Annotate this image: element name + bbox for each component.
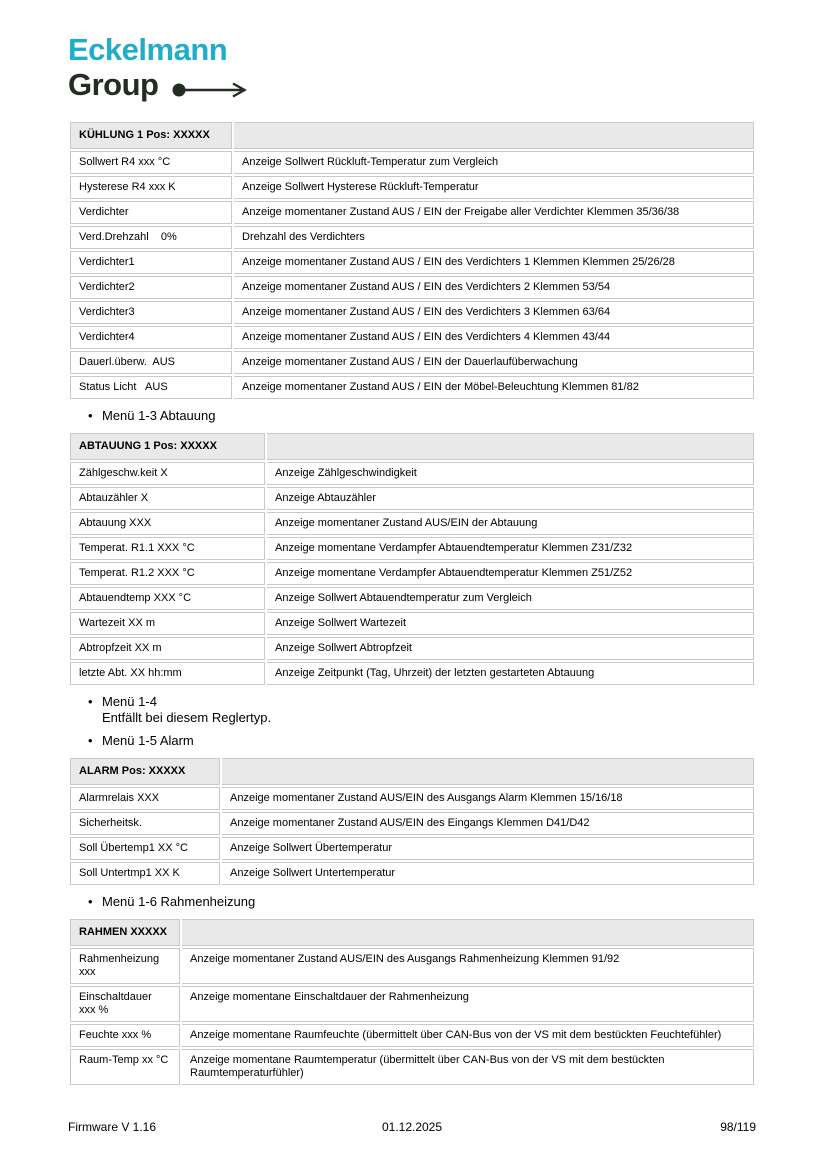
row-label: Status Licht AUS xyxy=(70,376,232,399)
table-row xyxy=(70,1024,754,1047)
row-label: Abtauzähler X xyxy=(70,487,265,510)
row-label: letzte Abt. XX hh:mm xyxy=(70,662,265,685)
row-description: Anzeige Sollwert Abtropfzeit xyxy=(267,637,754,660)
row-description: Anzeige momentaner Zustand AUS/EIN des Ausgangs Alarm Klemmen 15/16/18 xyxy=(222,787,754,810)
table-row xyxy=(70,276,754,299)
row-description: Anzeige momentaner Zustand AUS/EIN der Abtauung xyxy=(267,512,754,535)
row-label: Verdichter xyxy=(70,201,232,224)
row-label: Abtauendtemp XXX °C xyxy=(70,587,265,610)
table-row xyxy=(70,201,754,224)
bullet-text: Entfällt bei diesem Reglertyp. xyxy=(102,710,272,725)
row-label: Feuchte xxx % xyxy=(70,1024,180,1047)
table-row xyxy=(70,562,754,585)
row-label: Dauerl.überw. AUS xyxy=(70,351,232,374)
table-header-cell: ALARM Pos: XXXXX xyxy=(70,758,220,785)
table-row xyxy=(70,986,754,1022)
table-row xyxy=(70,537,754,560)
row-label: Soll Übertemp1 XX °C xyxy=(70,837,220,860)
row-description: Anzeige momentaner Zustand AUS / EIN der Freigabe aller Verdichter Klemmen 35/36/38 xyxy=(234,201,754,224)
bullet-line xyxy=(68,894,756,910)
logo-wordmark-eckelmann: Eckelmann xyxy=(68,32,228,67)
row-label: Verdichter4 xyxy=(70,326,232,349)
row-description: Anzeige momentane Verdampfer Abtauendtemperatur Klemmen Z31/Z32 xyxy=(267,537,754,560)
row-label: Raum-Temp xx °C xyxy=(70,1049,180,1085)
table-row xyxy=(70,376,754,399)
table-header-row xyxy=(70,433,754,460)
row-label: Rahmenheizung xxx xyxy=(70,948,180,984)
bullet-item xyxy=(68,894,756,910)
data-table xyxy=(68,120,756,401)
row-description: Anzeige momentaner Zustand AUS / EIN des Verdichters 2 Klemmen 53/54 xyxy=(234,276,754,299)
row-description: Anzeige Sollwert Übertemperatur xyxy=(222,837,754,860)
table-row xyxy=(70,862,754,885)
bullet-text: Menü 1-3 Abtauung xyxy=(102,408,216,423)
table-header-cell-empty xyxy=(222,758,754,785)
row-description: Anzeige momentaner Zustand AUS / EIN des Verdichters 1 Klemmen Klemmen 25/26/28 xyxy=(234,251,754,274)
table-row xyxy=(70,612,754,635)
table-row xyxy=(70,326,754,349)
table-row xyxy=(70,251,754,274)
bullet-line xyxy=(68,408,756,424)
row-label: Sollwert R4 xxx °C xyxy=(70,151,232,174)
table-row xyxy=(70,351,754,374)
row-description: Anzeige momentaner Zustand AUS / EIN des Verdichters 4 Klemmen 43/44 xyxy=(234,326,754,349)
row-label: Zählgeschw.keit X xyxy=(70,462,265,485)
row-description: Anzeige momentane Verdampfer Abtauendtemperatur Klemmen Z51/Z52 xyxy=(267,562,754,585)
table-row xyxy=(70,512,754,535)
row-label: Verd.Drehzahl 0% xyxy=(70,226,232,249)
table-header-row xyxy=(70,919,754,946)
bullet-item xyxy=(68,694,756,726)
row-label: Soll Untertmp1 XX K xyxy=(70,862,220,885)
arrow-right-icon xyxy=(172,72,248,104)
table-row xyxy=(70,226,754,249)
data-table xyxy=(68,917,756,1087)
row-label: Hysterese R4 xxx K xyxy=(70,176,232,199)
row-description: Anzeige momentaner Zustand AUS/EIN des Eingangs Klemmen D41/D42 xyxy=(222,812,754,835)
row-description: Drehzahl des Verdichters xyxy=(234,226,754,249)
table-row xyxy=(70,176,754,199)
footer-page-number: 98/119 xyxy=(720,1120,756,1134)
table-row xyxy=(70,948,754,984)
bullet-icon: • xyxy=(88,408,93,423)
data-table xyxy=(68,756,756,887)
row-label: Verdichter1 xyxy=(70,251,232,274)
bullet-text: Menü 1-4 xyxy=(102,694,157,709)
row-label: Einschaltdauer xxx % xyxy=(70,986,180,1022)
row-description: Anzeige Sollwert Abtauendtemperatur zum Vergleich xyxy=(267,587,754,610)
bullet-line xyxy=(68,733,756,749)
table-row xyxy=(70,637,754,660)
table-header-cell-empty xyxy=(267,433,754,460)
table-row xyxy=(70,812,754,835)
table-header-cell-empty xyxy=(182,919,754,946)
page-footer xyxy=(68,1120,756,1135)
footer-date: 01.12.2025 xyxy=(381,1120,443,1134)
row-description: Anzeige Sollwert Rückluft-Temperatur zum Vergleich xyxy=(234,151,754,174)
row-description: Anzeige Sollwert Wartezeit xyxy=(267,612,754,635)
row-description: Anzeige Sollwert Hysterese Rückluft-Temperatur xyxy=(234,176,754,199)
table-row xyxy=(70,487,754,510)
row-label: Alarmrelais XXX xyxy=(70,787,220,810)
bullet-text: Menü 1-6 Rahmenheizung xyxy=(102,894,256,909)
row-description: Anzeige momentaner Zustand AUS / EIN der Möbel-Beleuchtung Klemmen 81/82 xyxy=(234,376,754,399)
row-label: Temperat. R1.2 XXX °C xyxy=(70,562,265,585)
row-description: Anzeige momentaner Zustand AUS/EIN des Ausgangs Rahmenheizung Klemmen 91/92 xyxy=(182,948,754,984)
row-label: Sicherheitsk. xyxy=(70,812,220,835)
table-header-cell: RAHMEN XXXXX xyxy=(70,919,180,946)
document-body xyxy=(68,120,756,1087)
footer-firmware-version: Firmware V 1.16 xyxy=(68,1120,157,1134)
table-header-cell-empty xyxy=(234,122,754,149)
table-header-cell: KÜHLUNG 1 Pos: XXXXX xyxy=(70,122,232,149)
row-description: Anzeige Sollwert Untertemperatur xyxy=(222,862,754,885)
table-header-row xyxy=(70,758,754,785)
row-label: Wartezeit XX m xyxy=(70,612,265,635)
row-description: Anzeige momentaner Zustand AUS / EIN der Dauerlaufüberwachung xyxy=(234,351,754,374)
row-description: Anzeige Abtauzähler xyxy=(267,487,754,510)
row-label: Abtropfzeit XX m xyxy=(70,637,265,660)
row-label: Verdichter3 xyxy=(70,301,232,324)
row-description: Anzeige Zählgeschwindigkeit xyxy=(267,462,754,485)
table-row xyxy=(70,587,754,610)
table-row xyxy=(70,301,754,324)
row-label: Abtauung XXX xyxy=(70,512,265,535)
table-row xyxy=(70,787,754,810)
row-label: Verdichter2 xyxy=(70,276,232,299)
row-description: Anzeige momentaner Zustand AUS / EIN des Verdichters 3 Klemmen 63/64 xyxy=(234,301,754,324)
bullet-icon: • xyxy=(88,694,93,709)
eckelmann-group-logo xyxy=(68,34,248,104)
bullet-item xyxy=(68,733,756,749)
table-row xyxy=(70,151,754,174)
bullet-item xyxy=(68,408,756,424)
logo-wordmark-group: Group xyxy=(68,67,159,102)
bullet-icon: • xyxy=(88,894,93,909)
data-table xyxy=(68,431,756,687)
table-row xyxy=(70,462,754,485)
bullet-text: Menü 1-5 Alarm xyxy=(102,733,194,748)
table-row xyxy=(70,837,754,860)
table-header-row xyxy=(70,122,754,149)
row-description: Anzeige momentane Raumfeuchte (übermittelt über CAN-Bus von der VS mit dem bestückten Feuchtefühler) xyxy=(182,1024,754,1047)
table-row xyxy=(70,662,754,685)
row-label: Temperat. R1.1 XXX °C xyxy=(70,537,265,560)
row-description: Anzeige Zeitpunkt (Tag, Uhrzeit) der letzten gestarteten Abtauung xyxy=(267,662,754,685)
bullet-icon: • xyxy=(88,733,93,748)
table-row xyxy=(70,1049,754,1085)
bullet-line xyxy=(68,694,756,710)
bullet-continuation-line xyxy=(68,710,756,726)
table-header-cell: ABTAUUNG 1 Pos: XXXXX xyxy=(70,433,265,460)
row-description: Anzeige momentane Einschaltdauer der Rahmenheizung xyxy=(182,986,754,1022)
row-description: Anzeige momentane Raumtemperatur (übermittelt über CAN-Bus von der VS mit dem bestückten Raumtemperaturfühler) xyxy=(182,1049,754,1085)
